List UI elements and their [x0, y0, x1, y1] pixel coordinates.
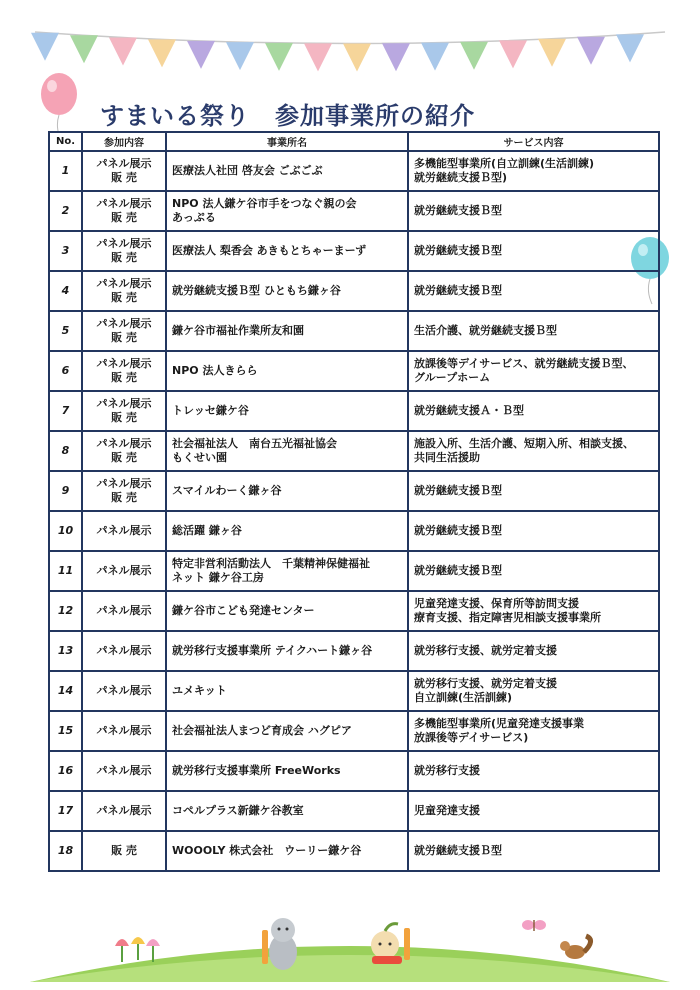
table-row [49, 311, 659, 351]
participation-type: パネル展示 [82, 751, 166, 791]
bunting-flag [187, 41, 215, 69]
row-number: 18 [49, 831, 82, 871]
service-content: 多機能型事業所(児童発達支援事業 放課後等デイサービス) [408, 711, 659, 751]
tulips-icon [115, 937, 160, 962]
service-content: 児童発達支援、保育所等訪問支援 療育支援、指定障害児相談支援事業所 [408, 591, 659, 631]
participants-table [48, 131, 660, 872]
row-number: 4 [49, 271, 82, 311]
service-content: 児童発達支援 [408, 791, 659, 831]
participation-type: パネル展示 [82, 511, 166, 551]
table-row [49, 551, 659, 591]
participation-type: パネル展示 販 売 [82, 471, 166, 511]
service-content: 多機能型事業所(自立訓練(生活訓練) 就労継続支援Ｂ型) [408, 151, 659, 191]
office-name: 社会福祉法人まつど育成会 ハグピア [166, 711, 408, 751]
participation-type: パネル展示 [82, 551, 166, 591]
table-row [49, 711, 659, 751]
office-name: 鎌ケ谷市福祉作業所友和園 [166, 311, 408, 351]
table-row [49, 391, 659, 431]
table-row [49, 671, 659, 711]
office-name: 社会福祉法人 南台五光福祉協会 もくせい園 [166, 431, 408, 471]
bunting-flag [499, 40, 527, 68]
bunting-flag [70, 35, 98, 63]
row-number: 3 [49, 231, 82, 271]
bunting-flag [304, 43, 332, 71]
table-row [49, 231, 659, 271]
bunting-flag [460, 42, 488, 70]
header-participation: 参加内容 [82, 132, 166, 151]
office-name: 鎌ケ谷市こども発達センター [166, 591, 408, 631]
participation-type: パネル展示 販 売 [82, 231, 166, 271]
table-row [49, 151, 659, 191]
participation-type: パネル展示 [82, 791, 166, 831]
participation-type: パネル展示 販 売 [82, 311, 166, 351]
office-name: 医療法人 梨香会 あきもとちゃーまーず [166, 231, 408, 271]
office-name: NPO 法人きらら [166, 351, 408, 391]
pear-mascot-icon [371, 924, 410, 964]
office-name: スマイルわーく鎌ヶ谷 [166, 471, 408, 511]
participation-type: パネル展示 [82, 671, 166, 711]
service-content: 就労継続支援Ｂ型 [408, 471, 659, 511]
service-content: 放課後等デイサービス、就労継続支援Ｂ型、 グループホーム [408, 351, 659, 391]
row-number: 12 [49, 591, 82, 631]
service-content: 就労継続支援Ｂ型 [408, 511, 659, 551]
participation-type: 販 売 [82, 831, 166, 871]
table-row [49, 831, 659, 871]
table-row [49, 511, 659, 551]
row-number: 7 [49, 391, 82, 431]
participation-type: パネル展示 販 売 [82, 191, 166, 231]
participation-type: パネル展示 販 売 [82, 351, 166, 391]
table-header-row [49, 132, 659, 151]
service-content: 就労継続支援Ｂ型 [408, 831, 659, 871]
table-row [49, 471, 659, 511]
service-content: 生活介護、就労継続支援Ｂ型 [408, 311, 659, 351]
header-office-name: 事業所名 [166, 132, 408, 151]
service-content: 就労移行支援 [408, 751, 659, 791]
bunting-flag [616, 34, 644, 62]
office-name: 医療法人社団 啓友会 ごぶごぶ [166, 151, 408, 191]
bunting-flag [31, 33, 59, 61]
row-number: 5 [49, 311, 82, 351]
row-number: 2 [49, 191, 82, 231]
jizo-mascot-icon [262, 918, 297, 970]
participation-type: パネル展示 販 売 [82, 271, 166, 311]
office-name: 就労移行支援事業所 FreeWorks [166, 751, 408, 791]
table-row [49, 191, 659, 231]
table-row [49, 631, 659, 671]
row-number: 17 [49, 791, 82, 831]
bunting-flag [382, 43, 410, 71]
row-number: 15 [49, 711, 82, 751]
grass-hill [0, 900, 700, 990]
bunting-flag [577, 37, 605, 65]
service-content: 施設入所、生活介護、短期入所、相談支援、 共同生活援助 [408, 431, 659, 471]
bunting-flag [148, 39, 176, 67]
bunting-flag [343, 43, 371, 71]
service-content: 就労継続支援Ｂ型 [408, 271, 659, 311]
bunting-flag [538, 39, 566, 67]
service-content: 就労移行支援、就労定着支援 自立訓練(生活訓練) [408, 671, 659, 711]
office-name: ユメキット [166, 671, 408, 711]
page-title: すまいる祭り 参加事業所の紹介 [100, 102, 475, 130]
row-number: 9 [49, 471, 82, 511]
service-content: 就労継続支援Ｂ型 [408, 551, 659, 591]
table-row [49, 351, 659, 391]
row-number: 10 [49, 511, 82, 551]
table-row [49, 271, 659, 311]
participation-type: パネル展示 販 売 [82, 431, 166, 471]
bunting-garland [0, 0, 700, 110]
office-name: 特定非営利活動法人 千葉精神保健福祉 ネット 鎌ケ谷工房 [166, 551, 408, 591]
bunting-flag [109, 38, 137, 66]
office-name: 就労継続支援Ｂ型 ひともち鎌ヶ谷 [166, 271, 408, 311]
bunting-flag [226, 42, 254, 70]
office-name: NPO 法人鎌ケ谷市手をつなぐ親の会 あっぷる [166, 191, 408, 231]
office-name: 総活躍 鎌ヶ谷 [166, 511, 408, 551]
office-name: 就労移行支援事業所 テイクハート鎌ヶ谷 [166, 631, 408, 671]
row-number: 13 [49, 631, 82, 671]
row-number: 14 [49, 671, 82, 711]
service-content: 就労継続支援Ｂ型 [408, 231, 659, 271]
row-number: 16 [49, 751, 82, 791]
header-service: サービス内容 [408, 132, 659, 151]
service-content: 就労移行支援、就労定着支援 [408, 631, 659, 671]
service-content: 就労継続支援Ａ・Ｂ型 [408, 391, 659, 431]
participation-type: パネル展示 [82, 631, 166, 671]
bunting-flag [421, 43, 449, 71]
row-number: 6 [49, 351, 82, 391]
participation-type: パネル展示 [82, 591, 166, 631]
bunting-flag [265, 43, 293, 71]
office-name: コペルプラス新鎌ケ谷教室 [166, 791, 408, 831]
table-row [49, 431, 659, 471]
butterfly-icon [522, 920, 546, 931]
header-no: No. [49, 132, 82, 151]
office-name: トレッセ鎌ケ谷 [166, 391, 408, 431]
participation-type: パネル展示 販 売 [82, 391, 166, 431]
row-number: 1 [49, 151, 82, 191]
office-name: WOOOLY 株式会社 ウーリー鎌ケ谷 [166, 831, 408, 871]
chipmunk-icon [560, 936, 591, 959]
table-row [49, 791, 659, 831]
table-row [49, 591, 659, 631]
participation-type: パネル展示 [82, 711, 166, 751]
row-number: 8 [49, 431, 82, 471]
participation-type: パネル展示 販 売 [82, 151, 166, 191]
table-row [49, 751, 659, 791]
row-number: 11 [49, 551, 82, 591]
service-content: 就労継続支援Ｂ型 [408, 191, 659, 231]
